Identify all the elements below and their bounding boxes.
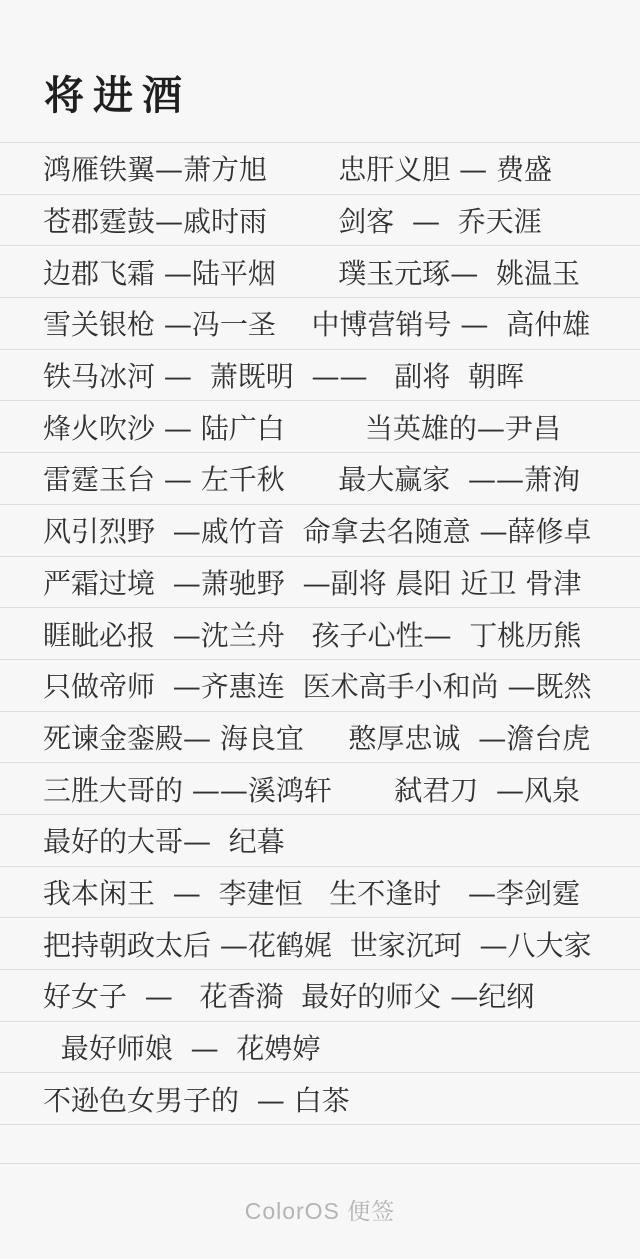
note-line[interactable]: 严霜过境 —萧驰野 —副将 晨阳 近卫 骨津 bbox=[0, 556, 640, 608]
note-line[interactable]: 雷霆玉台 — 左千秋 最大赢家 ——萧洵 bbox=[0, 452, 640, 504]
note-line[interactable]: 三胜大哥的 ——溪鸿轩 弑君刀 —风泉 bbox=[0, 762, 640, 814]
note-line[interactable]: 好女子 — 花香漪 最好的师父 —纪纲 bbox=[0, 969, 640, 1021]
app-watermark: ColorOS 便签 bbox=[244, 1198, 396, 1224]
note-line[interactable]: 最好的大哥— 纪暮 bbox=[0, 814, 640, 866]
note-line[interactable]: 边郡飞霜 —陆平烟 璞玉元琢— 姚温玉 bbox=[0, 245, 640, 297]
note-empty-line[interactable] bbox=[0, 1124, 640, 1164]
note-line[interactable]: 不逊色女男子的 — 白茶 bbox=[0, 1072, 640, 1124]
note-line[interactable]: 我本闲王 — 李建恒 生不逢时 —李剑霆 bbox=[0, 866, 640, 918]
note-line[interactable]: 雪关银枪 —冯一圣 中博营销号 — 高仲雄 bbox=[0, 297, 640, 349]
note-line[interactable]: 把持朝政太后 —花鹤娓 世家沉珂 —八大家 bbox=[0, 917, 640, 969]
note-line[interactable]: 鸿雁铁翼—萧方旭 忠肝义胆 — 费盛 bbox=[0, 142, 640, 194]
note-line[interactable]: 风引烈野 —戚竹音 命拿去名随意 —薛修卓 bbox=[0, 504, 640, 556]
note-body bbox=[0, 142, 640, 1164]
note-line[interactable]: 只做帝师 —齐惠连 医术高手小和尚 —既然 bbox=[0, 659, 640, 711]
note-line[interactable]: 铁马冰河 — 萧既明 —— 副将 朝晖 bbox=[0, 349, 640, 401]
note-title[interactable]: 将进酒 bbox=[44, 72, 191, 119]
note-line[interactable]: 最好师娘 — 花娉婷 bbox=[0, 1021, 640, 1073]
note-line[interactable]: 睚眦必报 —沈兰舟 孩子心性— 丁桃历熊 bbox=[0, 607, 640, 659]
note-line[interactable]: 死谏金銮殿— 海良宜 憨厚忠诚 —澹台虎 bbox=[0, 711, 640, 763]
note-line[interactable]: 烽火吹沙 — 陆广白 当英雄的—尹昌 bbox=[0, 400, 640, 452]
note-line[interactable]: 苍郡霆鼓—戚时雨 剑客 — 乔天涯 bbox=[0, 194, 640, 246]
